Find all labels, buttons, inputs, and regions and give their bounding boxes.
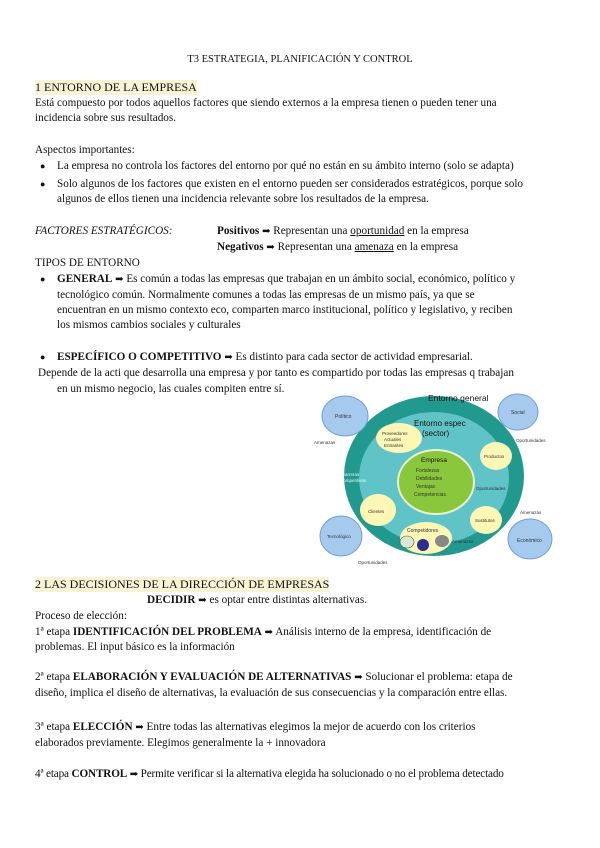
general-line-2: tecnológico común. Normalmente comunes a todas las empresas de un mismo país, ya que se [57,289,475,301]
bullet-icon: ● [40,179,46,189]
arrow-icon: ➡ [354,672,363,683]
competidor-dot [435,535,449,547]
bullet-2-line-1: Solo algunos de los factores que existen en el entorno pueden ser considerados estratégicos, porque solo [57,178,524,190]
sustitutos-label: Sustitutos [475,518,495,523]
bullet-1: La empresa no controla los factores del entorno por qué no están en su ámbito interno (solo se adapta) [57,160,514,172]
etapa-3-label: ELECCIÓN [72,721,133,733]
positivos-line [217,224,469,239]
amenazas-label-2: Amenazas [520,510,542,515]
empresa-item-2: Debilidades [416,476,443,482]
oportunidades-inner-label: Oportunidades [476,486,506,491]
decidir-text: es optar entre distintas alternativas. [209,594,367,606]
tipos-label: TIPOS DE ENTORNO [35,257,140,269]
proveedores-label-2: Actuales [384,437,402,442]
etapa-2-text: Solucionar el problema: etapa de [365,671,513,683]
empresa-item-4: Competencias [414,492,446,498]
competidor-dot [417,539,429,551]
arrow-icon: ➡ [262,226,271,237]
etapa-3-text: Entre todas las alternativas elegimos la mejor de acuerdo con los criterios [146,721,476,733]
arrow-icon: ➡ [264,627,274,638]
section-1-heading: 1 ENTORNO DE LA EMPRESA [35,80,197,94]
etapa-1-text: Análisis interno de la empresa, identificación de [275,626,492,638]
empresa-label: Empresa [421,457,448,464]
general-line-1 [57,272,515,287]
etapa-3-line-1 [35,720,476,735]
arrow-icon: ➡ [115,274,124,285]
arrow-icon: ➡ [266,242,275,253]
negativos-text-a: Representan una [277,241,352,253]
tecnologico-label: Tecnológico [327,534,351,539]
bullet-icon: ● [40,352,46,362]
intro-line-1: Está compuesto por todos aquellos factores que siendo externos a la empresa tienen o pueden tener una [35,97,497,109]
etapa-4-prefix: 4ª etapa [35,768,69,780]
etapa-2-line-1 [35,670,513,685]
etapa-3-prefix: 3ª etapa [35,721,71,733]
depende-line-1: Depende de la acti que desarrolla una empresa y por tanto es compartido por todas las empresas q trabajan [38,367,514,379]
document-title: T3 ESTRATEGIA, PLANIFICACIÓN Y CONTROL [187,54,413,65]
proveedores-label-1: Proveedores [382,431,408,436]
especifico-line [57,350,473,365]
factores-label: FACTORES ESTRATÉGICOS: [35,225,173,237]
etapa-1-line-1 [35,625,491,640]
entorno-general-label: Entorno general [428,393,489,403]
bullet-2-line-2: algunos de ellos tienen una incidencia relevante sobre los resultados de la empresa. [57,193,429,205]
negativos-label: Negativos [217,241,264,253]
etapa-4-text: Permite verificar si la alternativa elegida ha solucionado o no el problema detectado [140,768,504,780]
oportunidades-label-2: Oportunidades [358,560,388,565]
etapa-2-line-2: diseño, implica el diseño de alternativas, la evaluación de sus consecuencias y la comparación entre ellas. [35,687,508,699]
etapa-4-label: CONTROL [71,768,128,780]
negativos-text-b: en la empresa [396,241,459,253]
etapa-3-line-2: elaborados previamente. Elegimos generalmente la + innovadora [35,737,326,749]
economico-label: Económico [517,538,542,544]
oportunidades-label-1: Oportunidades [516,438,546,443]
etapa-4-line-1 [35,767,504,782]
etapa-2-label: ELABORACIÓN Y EVALUACIÓN DE ALTERNATIVAS [72,671,352,683]
especifico-text: Es distinto para cada sector de actividad empresarial. [235,351,473,363]
arrow-icon: ➡ [129,769,138,780]
amenaza-word: amenaza [354,241,394,253]
bullet-icon: ● [40,161,46,171]
etapa-1-line-2: problemas. El input básico es la información [35,641,235,653]
section-2-heading: 2 LAS DECISIONES DE LA DIRECCIÓN DE EMPRESAS [35,577,330,591]
arrow-icon: ➡ [198,595,207,606]
proveedores-label-3: Entrantes [384,443,404,448]
decidir-label: DECIDIR [147,594,196,606]
depende-line-2: en un mismo negocio, las cuales compiten entre sí. [57,383,285,395]
competidores-label: Competidores [407,528,439,534]
oportunidad-word: oportunidad [350,225,405,237]
entorno-especifico-label-1: Entorno espec [414,419,466,428]
empresa-item-3: Ventajas [416,484,436,490]
positivos-label: Positivos [217,225,260,237]
entorno-especifico-label-2: (sector) [422,429,450,438]
arrow-icon: ➡ [135,722,144,733]
general-line-3: encuentran en un mismo contexto eco, comparten marco institucional, político y legislativo, y reciben [57,304,513,316]
especifico-label: ESPECÍFICO O COMPETITIVO [57,351,222,363]
decidir-line [147,593,367,608]
amenazas-label-1: Amenazas [314,440,336,445]
amenazas-inner-label: Amenazas [452,539,474,544]
empresa-item-1: Fortalezas [416,468,440,474]
positivos-text-a: Representan una [273,225,348,237]
positivos-text-b: en la empresa [407,225,469,237]
barreras-label-1: Barreras [342,472,360,477]
politico-label: Político [335,414,352,420]
proceso-label: Proceso de elección: [35,610,127,622]
entorno-diagram [310,392,560,572]
etapa-2-prefix: 2ª etapa [35,671,71,683]
negativos-line [217,240,458,255]
aspects-label: Aspectos importantes: [35,144,135,156]
general-line-4: los mismos cambios sociales y culturales [57,319,241,331]
etapa-1-prefix: 1ª etapa [35,626,71,638]
etapa-1-label: IDENTIFICACIÓN DEL PROBLEMA [72,626,262,638]
bullet-icon: ● [40,274,46,284]
barreras-label-2: Competitivas [340,478,367,483]
social-label: Social [511,410,525,416]
competidor-dot [400,536,414,548]
general-label: GENERAL [57,273,113,285]
clientes-label: Clientes [368,509,385,514]
productos-label: Productos [484,454,505,459]
arrow-icon: ➡ [224,352,233,363]
general-text: Es común a todas las empresas que trabajan en un ámbito social, económico, político y [126,273,516,285]
intro-line-2: incidencia sobre sus resultados. [35,112,177,124]
